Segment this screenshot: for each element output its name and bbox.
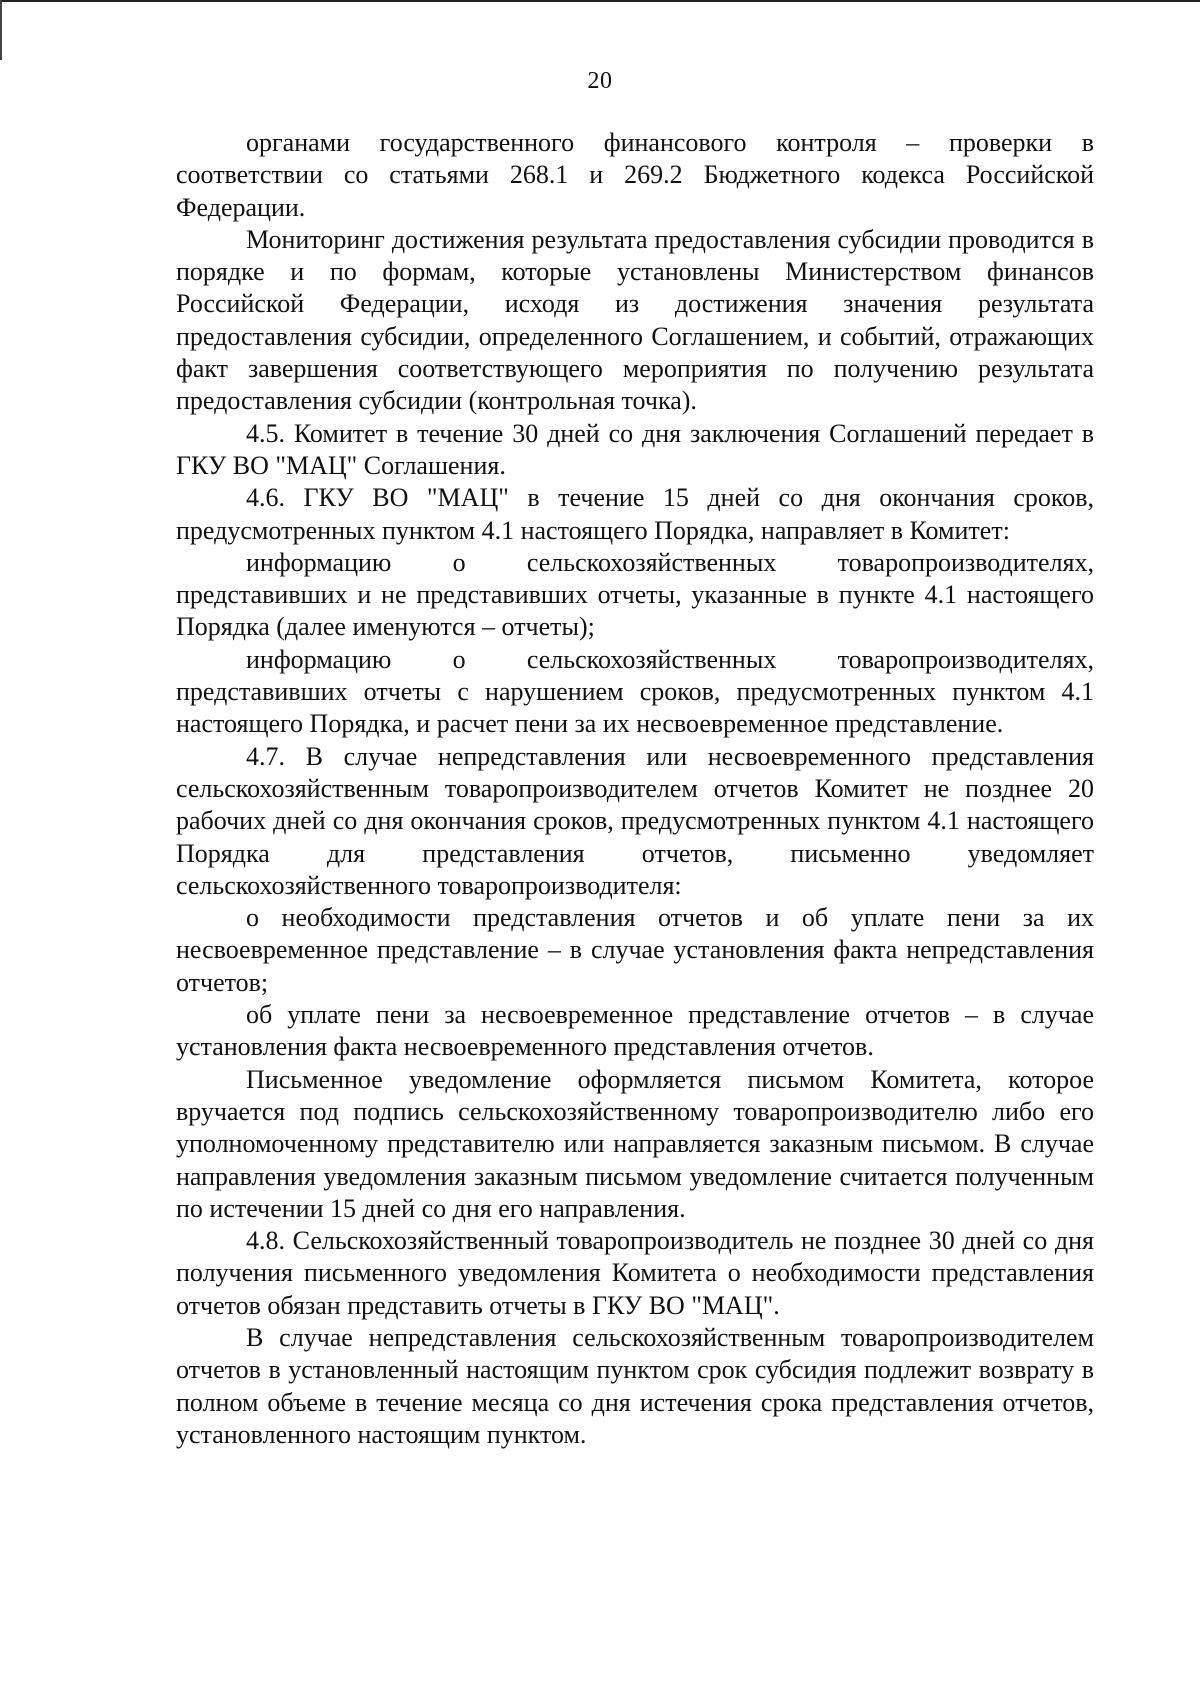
paragraph-control-bodies: органами государственного финансового контроля – проверки в соответствии со статьями 268.1 и 269.2 Бюджетного кодекса Российской Федерации.: [176, 128, 1094, 222]
paragraph-refund: В случае непредставления сельскохозяйственным товаропроизводителем отчетов в установленный настоящим пунктом срок субсидия подлежит возврату в полном объеме в течение месяца со дня истечения срока представления отчетов, установленного настоящим пунктом.: [176, 1322, 1094, 1449]
scan-edge-left: [0, 0, 2, 60]
paragraph-4-6: 4.6. ГКУ ВО "МАЦ" в течение 15 дней со дня окончания сроков, предусмотренных пунктом 4.1 настоящего Порядка, направляет в Комитет:: [176, 483, 1094, 545]
paragraph-4-6-info-reports: информацию о сельскохозяйственных товаропроизводителях, представивших и не представивших отчеты, указанные в пункте 4.1 настоящего Порядка (далее именуются – отчеты);: [176, 547, 1094, 642]
paragraph-4-7-necessity: о необходимости представления отчетов и об уплате пени за их несвоевременное представление – в случае установления факта непредставления отчетов;: [176, 903, 1094, 997]
document-body: [176, 127, 1094, 1451]
paragraph-written-notice: Письменное уведомление оформляется письмом Комитета, которое вручается под подпись сельскохозяйственному товаропроизводителю либо его уполномоченному представителю или направляется заказным письмом. В случае направления уведомления заказным письмом уведомление считается полученным по истечении 15 дней со дня его направления.: [176, 1064, 1094, 1223]
scan-edge-top: [0, 0, 1200, 2]
paragraph-4-8: 4.8. Сельскохозяйственный товаропроизводитель не позднее 30 дней со дня получения письменного уведомления Комитета о необходимости представления отчетов обязан представить отчеты в ГКУ ВО "МАЦ".: [176, 1226, 1094, 1320]
paragraph-monitoring: Мониторинг достижения результата предоставления субсидии проводится в порядке и по формам, которые установлены Министерством финансов Российской Федерации, исходя из достижения значения результата предоставления субсидии, определенного Соглашением, и событий, отражающих факт завершения соответствующего мероприятия по получению результата предоставления субсидии (контрольная точка).: [176, 224, 1094, 416]
paragraph-4-7: 4.7. В случае непредставления или несвоевременного представления сельскохозяйственным товаропроизводителем отчетов Комитет не позднее 20 рабочих дней со дня окончания сроков, предусмотренных пунктом 4.1 настоящего Порядка для представления отчетов, письменно уведомляет сельскохозяйственного товаропроизводителя:: [176, 741, 1094, 900]
paragraph-4-6-info-late: информацию о сельскохозяйственных товаропроизводителях, представивших отчеты с нарушением сроков, предусмотренных пунктом 4.1 настоящего Порядка, и расчет пени за их несвоевременное представление.: [176, 644, 1094, 739]
paragraph-4-7-penalty: об уплате пени за несвоевременное представление отчетов – в случае установления факта несвоевременного представления отчетов.: [176, 1000, 1094, 1062]
paragraph-4-5: 4.5. Комитет в течение 30 дней со дня заключения Соглашений передает в ГКУ ВО "МАЦ" Соглашения.: [176, 418, 1094, 480]
page-number: 20: [587, 68, 613, 94]
